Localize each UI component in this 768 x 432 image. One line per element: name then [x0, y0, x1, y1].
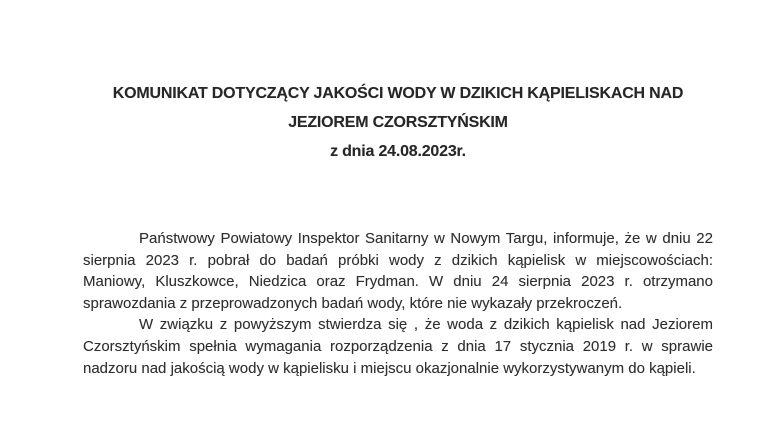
paragraph: [83, 314, 713, 379]
text-line: Państwowy Powiatowy Inspektor Sanitarny w Nowym Targu, informuje, że w dniu 22: [139, 230, 713, 247]
text-line: nadzoru nad jakością wody w kąpielisku i miejscu okazjonalnie wykorzystywanym do kąpieli.: [83, 359, 696, 377]
text-line: sierpnia 2023 r. pobrał do badań próbki wody z dzikich kąpielisk w miejscowościach:: [83, 251, 713, 269]
document-title-line-2: JEZIOREM CZORSZTYŃSKIM: [288, 114, 508, 131]
paragraph: [83, 228, 713, 314]
document-title-line-1: KOMUNIKAT DOTYCZĄCY JAKOŚCI WODY W DZIKICH KĄPIELISKACH NAD: [112, 85, 684, 102]
document-body: [83, 228, 713, 379]
text-line: Maniowy, Kluszkowce, Niedzica oraz Frydman. W dniu 24 sierpnia 2023 r. otrzymano: [83, 273, 713, 291]
text-line: Czorsztyńskim spełnia wymagania rozporządzenia z dnia 17 stycznia 2019 r. w sprawie: [83, 337, 713, 355]
document-date: z dnia 24.08.2023r.: [330, 143, 466, 160]
text-line: sprawozdania z przeprowadzonych badań wody, które nie wykazały przekroczeń.: [83, 294, 623, 312]
text-line: W związku z powyższym stwierdza się , że woda z dzikich kąpielisk nad Jeziorem: [139, 316, 713, 334]
document-heading: [83, 0, 713, 166]
